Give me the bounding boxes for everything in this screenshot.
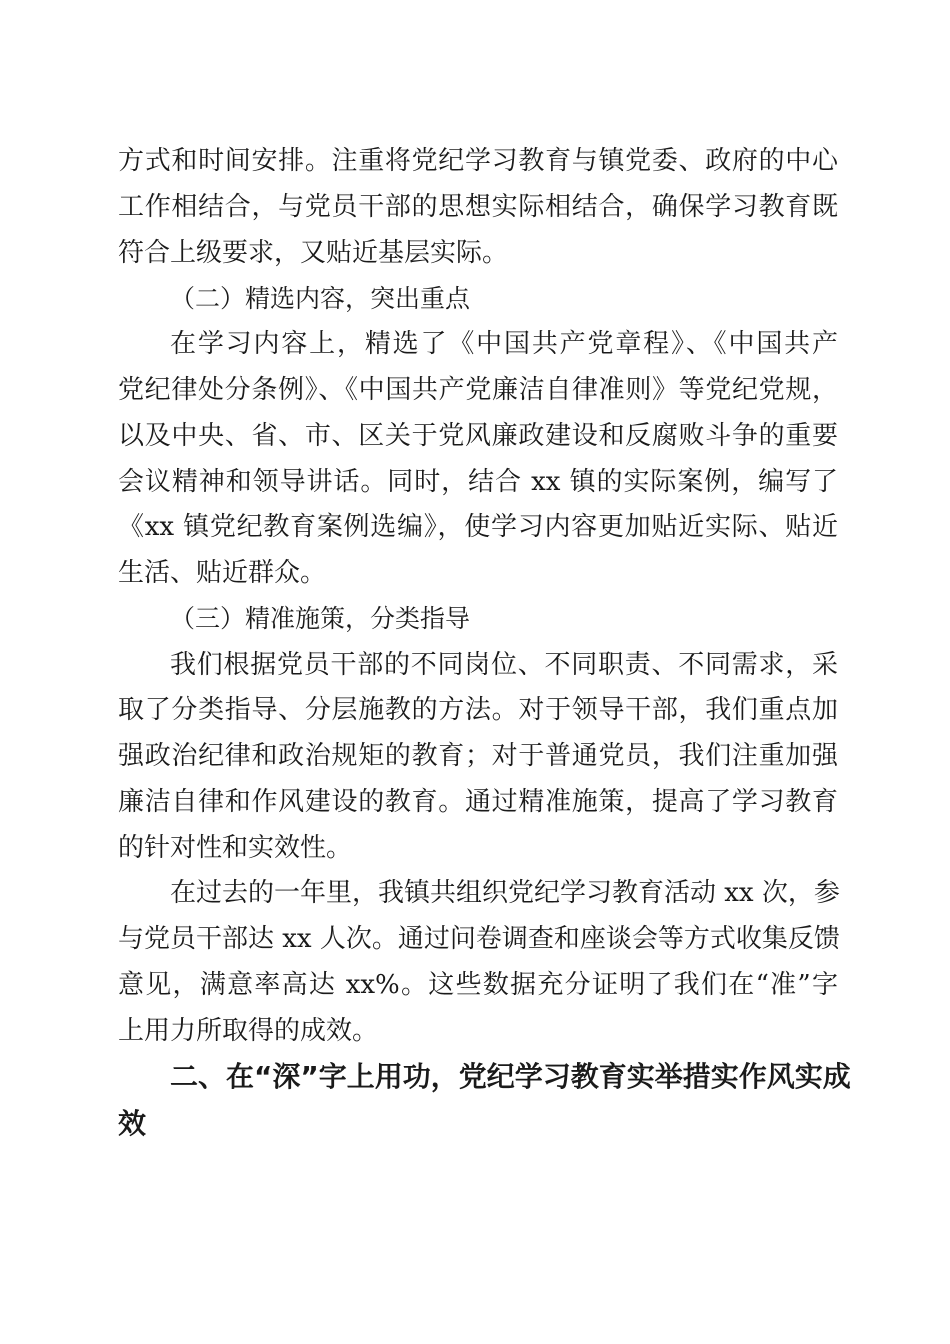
paragraph-line: 工作相结合，与党员干部的思想实际相结合，确保学习教育既 bbox=[118, 192, 838, 222]
paragraph-line: 方式和时间安排。注重将党纪学习教育与镇党委、政府的中心 bbox=[118, 146, 838, 176]
section-subheading-3: （三）精准施策，分类指导 bbox=[170, 604, 471, 633]
paragraph-line: 在学习内容上，精选了《中国共产党章程》、《中国共产 bbox=[170, 329, 838, 359]
paragraph-line: 我们根据党员干部的不同岗位、不同职责、不同需求，采 bbox=[170, 650, 838, 680]
paragraph-line: 党纪律处分条例》、《中国共产党廉洁自律准则》等党纪党规， bbox=[118, 375, 838, 405]
paragraph-line: 符合上级要求，又贴近基层实际。 bbox=[118, 238, 509, 268]
section-subheading-2: （二）精选内容，突出重点 bbox=[170, 284, 471, 313]
paragraph-line: 《xx 镇党纪教育案例选编》，使学习内容更加贴近实际、贴近 bbox=[118, 512, 838, 542]
paragraph-line: 取了分类指导、分层施教的方法。对于领导干部，我们重点加 bbox=[118, 695, 838, 725]
paragraph-line: 在过去的一年里，我镇共组织党纪学习教育活动 xx 次，参 bbox=[170, 878, 840, 908]
paragraph-line: 以及中央、省、市、区关于党风廉政建设和反腐败斗争的重要 bbox=[118, 421, 838, 451]
paragraph-line: 会议精神和领导讲话。同时，结合 xx 镇的实际案例，编写了 bbox=[118, 467, 838, 497]
paragraph-line: 的针对性和实效性。 bbox=[118, 833, 353, 863]
paragraph-line: 廉洁自律和作风建设的教育。通过精准施策，提高了学习教育 bbox=[118, 787, 838, 817]
paragraph-line: 生活、贴近群众。 bbox=[118, 558, 327, 588]
section-heading-continued: 效 bbox=[118, 1107, 147, 1140]
paragraph-line: 与党员干部达 xx 人次。通过问卷调查和座谈会等方式收集反馈 bbox=[118, 924, 840, 954]
section-heading: 二、在“深”字上用功，党纪学习教育实举措实作风实成 bbox=[170, 1060, 851, 1093]
paragraph-line: 强政治纪律和政治规矩的教育；对于普通党员，我们注重加强 bbox=[118, 741, 838, 771]
paragraph-line: 意见，满意率高达 xx%。这些数据充分证明了我们在“准”字 bbox=[118, 970, 838, 1000]
paragraph-line: 上用力所取得的成效。 bbox=[118, 1016, 379, 1046]
